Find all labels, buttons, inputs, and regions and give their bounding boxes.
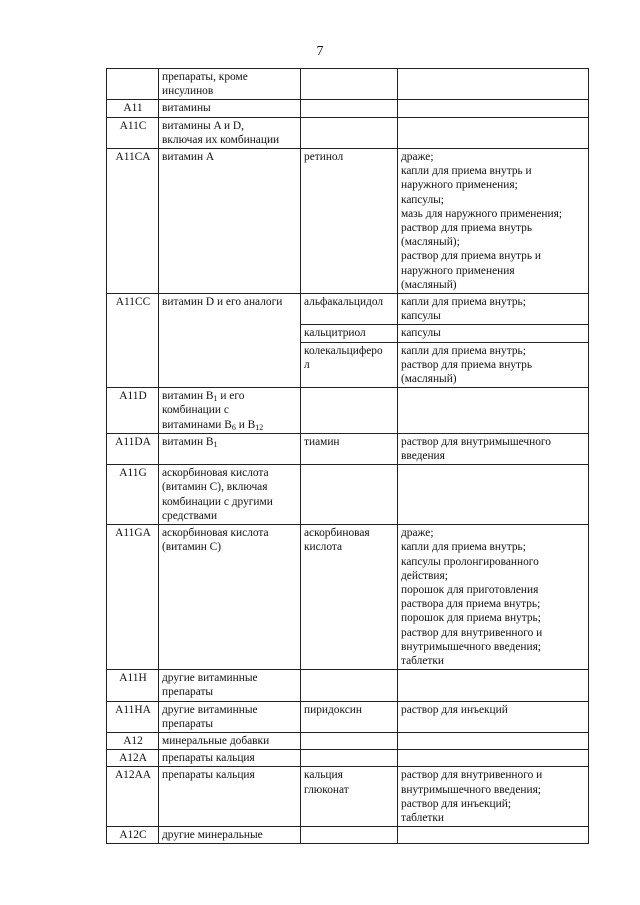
atc-code-cell: A12 bbox=[107, 732, 159, 749]
substance-line: л bbox=[304, 358, 310, 371]
substance-line: аскорбиновая bbox=[304, 527, 370, 540]
form-line: (масляный) bbox=[401, 373, 457, 386]
form-line: раствор для внутривенного и bbox=[401, 769, 543, 782]
group-line: препараты кальция bbox=[162, 752, 255, 765]
substance-line: колекальциферо bbox=[304, 344, 383, 357]
dosage-form-cell bbox=[398, 827, 589, 844]
group-cell bbox=[159, 701, 301, 732]
atc-code-cell: A11CC bbox=[107, 294, 159, 388]
atc-code-cell: A12A bbox=[107, 750, 159, 767]
group-cell bbox=[159, 149, 301, 294]
group-line: включая их комбинации bbox=[162, 133, 280, 146]
atc-code-cell: A12C bbox=[107, 827, 159, 844]
substance-cell bbox=[301, 294, 398, 325]
table-row bbox=[107, 525, 589, 670]
subscript: 1 bbox=[213, 394, 218, 404]
dosage-form-cell bbox=[398, 465, 589, 525]
table-row bbox=[107, 100, 589, 117]
atc-code-cell: A11H bbox=[107, 670, 159, 701]
table-row bbox=[107, 69, 589, 100]
dosage-form-cell bbox=[398, 750, 589, 767]
table-row bbox=[107, 433, 589, 464]
substance-line: кальцитриол bbox=[304, 327, 366, 340]
substance-cell bbox=[301, 100, 398, 117]
form-line: действия; bbox=[401, 569, 448, 582]
atc-code-cell: A11HA bbox=[107, 701, 159, 732]
table-row bbox=[107, 827, 589, 844]
form-line: драже; bbox=[401, 151, 434, 164]
group-cell bbox=[159, 465, 301, 525]
dosage-form-cell bbox=[398, 433, 589, 464]
form-line: драже; bbox=[401, 527, 434, 540]
group-line: препараты кальция bbox=[162, 769, 255, 782]
atc-code-cell bbox=[107, 69, 159, 100]
form-line: капсулы bbox=[401, 310, 441, 323]
group-line: аскорбиновая кислота bbox=[162, 527, 269, 540]
form-line: внутримышечного введения; bbox=[401, 640, 541, 653]
group-cell bbox=[159, 69, 301, 100]
group-cell bbox=[159, 100, 301, 117]
form-line: капли для приема внутрь; bbox=[401, 296, 526, 309]
form-line: мазь для наружного применения; bbox=[401, 207, 563, 220]
substance-cell bbox=[301, 433, 398, 464]
table-row bbox=[107, 294, 589, 325]
group-line: витамин A bbox=[162, 151, 215, 164]
dosage-form-cell bbox=[398, 701, 589, 732]
form-line: (масляный) bbox=[401, 278, 457, 291]
subscript: 6 bbox=[231, 422, 236, 432]
group-line: витамин $B_1$ bbox=[162, 435, 218, 449]
form-line: капли для приема внутрь; bbox=[401, 541, 526, 554]
atc-code-cell: A11D bbox=[107, 388, 159, 434]
group-line: препараты, кроме bbox=[162, 71, 248, 83]
subscript: 1 bbox=[213, 439, 218, 449]
atc-code-cell: A11GA bbox=[107, 525, 159, 670]
substance-line: глюконат bbox=[304, 783, 349, 796]
dosage-form-cell bbox=[398, 525, 589, 670]
substance-cell bbox=[301, 465, 398, 525]
dosage-form-cell bbox=[398, 767, 589, 827]
form-line: введения bbox=[401, 450, 445, 463]
substance-cell bbox=[301, 701, 398, 732]
table-row bbox=[107, 149, 589, 294]
atc-drug-table bbox=[106, 68, 589, 844]
substance-line: пиридоксин bbox=[304, 703, 362, 716]
table-row bbox=[107, 388, 589, 434]
group-line: препараты bbox=[162, 686, 214, 699]
group-cell bbox=[159, 525, 301, 670]
substance-line: альфакальцидол bbox=[304, 296, 384, 309]
table-row bbox=[107, 465, 589, 525]
form-line: внутримышечного введения; bbox=[401, 783, 541, 796]
form-line: наружного применения bbox=[401, 264, 515, 277]
form-line: раствор для приема внутрь bbox=[401, 358, 533, 371]
group-cell bbox=[159, 732, 301, 749]
form-line: таблетки bbox=[401, 811, 445, 824]
atc-code-cell: A11CA bbox=[107, 149, 159, 294]
substance-cell bbox=[301, 767, 398, 827]
table-row bbox=[107, 701, 589, 732]
dosage-form-cell bbox=[398, 117, 589, 148]
form-line: раствор для приема внутрь и bbox=[401, 250, 541, 263]
subscript: 12 bbox=[255, 422, 264, 432]
group-line: другие минеральные bbox=[162, 829, 263, 842]
group-line: инсулинов bbox=[162, 85, 214, 98]
dosage-form-cell bbox=[398, 149, 589, 294]
atc-code-cell: A12AA bbox=[107, 767, 159, 827]
substance-cell bbox=[301, 732, 398, 749]
form-line: раствор для инъекций bbox=[401, 703, 508, 716]
substance-cell bbox=[301, 342, 398, 388]
group-line: аскорбиновая кислота bbox=[162, 467, 269, 480]
substance-cell bbox=[301, 827, 398, 844]
substance-cell bbox=[301, 69, 398, 100]
substance-line: кальция bbox=[304, 769, 343, 782]
substance-cell bbox=[301, 325, 398, 342]
form-line: раствор для внутримышечного bbox=[401, 435, 551, 448]
substance-cell bbox=[301, 149, 398, 294]
group-cell bbox=[159, 433, 301, 464]
dosage-form-cell bbox=[398, 388, 589, 434]
group-cell bbox=[159, 750, 301, 767]
substance-cell bbox=[301, 117, 398, 148]
group-line: (витамин C), включая bbox=[162, 481, 268, 494]
group-line: минеральные добавки bbox=[162, 734, 270, 747]
dosage-form-cell bbox=[398, 69, 589, 100]
dosage-form-cell bbox=[398, 325, 589, 342]
table-row bbox=[107, 732, 589, 749]
group-line: витамин D и его аналоги bbox=[162, 296, 283, 309]
atc-code-cell: A11C bbox=[107, 117, 159, 148]
dosage-form-cell bbox=[398, 100, 589, 117]
group-line: средствами bbox=[162, 509, 218, 522]
substance-cell bbox=[301, 670, 398, 701]
form-line: капсулы пролонгированного bbox=[401, 555, 539, 568]
form-line: раствора для приема внутрь; bbox=[401, 598, 541, 611]
dosage-form-cell bbox=[398, 342, 589, 388]
substance-line: тиамин bbox=[304, 435, 340, 448]
form-line: капли для приема внутрь и bbox=[401, 165, 532, 178]
atc-code-cell: A11 bbox=[107, 100, 159, 117]
group-cell bbox=[159, 767, 301, 827]
form-line: капли для приема внутрь; bbox=[401, 344, 526, 357]
group-cell bbox=[159, 827, 301, 844]
group-cell bbox=[159, 294, 301, 388]
atc-code-cell: A11DA bbox=[107, 433, 159, 464]
group-cell bbox=[159, 117, 301, 148]
substance-line: ретинол bbox=[304, 151, 344, 164]
table-row bbox=[107, 670, 589, 701]
dosage-form-cell bbox=[398, 670, 589, 701]
form-line: капсулы; bbox=[401, 193, 444, 206]
group-line: (витамин C) bbox=[162, 541, 222, 554]
dosage-form-cell bbox=[398, 294, 589, 325]
group-cell bbox=[159, 670, 301, 701]
group-line: препараты bbox=[162, 717, 214, 730]
substance-cell bbox=[301, 388, 398, 434]
group-line: комбинации с bbox=[162, 404, 229, 417]
atc-code-cell: A11G bbox=[107, 465, 159, 525]
group-line: витамин $B_1$ и его bbox=[162, 390, 245, 404]
group-line: витаминами $B_6$ и $B_{12}$ bbox=[162, 418, 264, 432]
form-line: раствор для внутривенного и bbox=[401, 626, 543, 639]
group-line: витамины A и D, bbox=[162, 119, 245, 132]
group-line: другие витаминные bbox=[162, 672, 258, 685]
form-line: порошок для приема внутрь; bbox=[401, 612, 541, 625]
form-line: (масляный); bbox=[401, 236, 460, 249]
table-row bbox=[107, 117, 589, 148]
table-row bbox=[107, 750, 589, 767]
form-line: раствор для инъекций; bbox=[401, 797, 512, 810]
form-line: наружного применения; bbox=[401, 179, 518, 192]
group-cell bbox=[159, 388, 301, 434]
form-line: таблетки bbox=[401, 654, 445, 667]
dosage-form-cell bbox=[398, 732, 589, 749]
group-line: комбинации с другими bbox=[162, 495, 273, 508]
substance-cell bbox=[301, 750, 398, 767]
group-line: другие витаминные bbox=[162, 703, 258, 716]
page-number: 7 bbox=[316, 44, 324, 59]
group-line: витамины bbox=[162, 102, 211, 115]
form-line: порошок для приготовления bbox=[401, 583, 539, 596]
substance-cell bbox=[301, 525, 398, 670]
form-line: капсулы bbox=[401, 327, 441, 340]
substance-line: кислота bbox=[304, 541, 343, 554]
form-line: раствор для приема внутрь bbox=[401, 222, 533, 235]
table-row bbox=[107, 767, 589, 827]
